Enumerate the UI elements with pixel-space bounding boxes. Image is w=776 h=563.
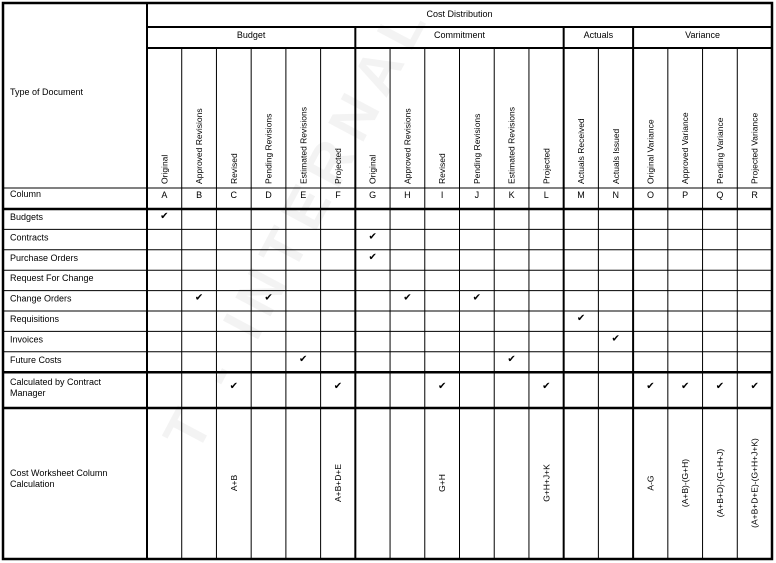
- column-name-i: Revised: [437, 153, 448, 184]
- formula-l: G+H+J+K: [541, 464, 552, 502]
- column-name-e: Estimated Revisions: [298, 106, 309, 184]
- row-label-budgets: Budgets: [10, 212, 44, 222]
- formula-o: A-G: [645, 475, 656, 491]
- check-mark: ✔: [368, 231, 377, 243]
- column-name-n: Actuals Issued: [610, 128, 621, 184]
- check-mark: ✔: [264, 292, 273, 304]
- formula-r: (A+B+D+E)-(G+H+J+K): [749, 438, 760, 528]
- check-mark: ✔: [194, 292, 204, 304]
- check-mark: ✔: [611, 333, 620, 345]
- column-name-a: Original: [159, 154, 170, 184]
- row-label-contracts: Contracts: [10, 232, 49, 243]
- column-name-p: Approved Variance: [680, 112, 691, 184]
- column-name-d: Pending Revisions: [263, 113, 274, 184]
- row-label-invoices: Invoices: [10, 334, 44, 345]
- row-label-request-for-change: Request For Change: [10, 273, 94, 284]
- formula-q: (A+B+D)-(G+H+J): [714, 448, 725, 518]
- column-letter-m: M: [577, 190, 585, 200]
- calc-row-label-line2: Calculation: [10, 479, 55, 489]
- group-header-commitment: Commitment: [433, 30, 486, 40]
- column-name-j: Pending Revisions: [471, 113, 482, 184]
- calc-row-label-line1: Cost Worksheet Column: [10, 468, 108, 478]
- formula-c: A+B: [228, 474, 239, 492]
- column-letter-r: R: [751, 190, 758, 200]
- column-letter-g: G: [369, 190, 377, 200]
- check-mark: ✔: [542, 381, 551, 393]
- group-header-budget: Budget: [236, 30, 266, 40]
- column-letter-o: O: [646, 190, 654, 200]
- column-letter-d: D: [265, 190, 272, 200]
- column-letter-j: J: [474, 190, 480, 200]
- column-letter-c: C: [230, 190, 238, 200]
- check-mark: ✔: [507, 353, 516, 365]
- group-header-variance: Variance: [685, 30, 720, 40]
- column-name-q: Pending Variance: [714, 117, 725, 184]
- column-label: Column: [10, 189, 42, 199]
- check-mark: ✔: [368, 251, 377, 263]
- check-mark: ✔: [750, 381, 759, 393]
- type-of-document-label: Type of Document: [10, 87, 84, 97]
- row-label-future-costs: Future Costs: [10, 354, 62, 365]
- column-name-g: Original: [367, 154, 378, 184]
- column-name-l: Projected: [541, 148, 552, 184]
- check-mark: ✔: [160, 211, 169, 222]
- formula-p: (A+B)-(G+H): [680, 458, 691, 508]
- main-header-cost-distribution: Cost Distribution: [426, 9, 493, 19]
- check-mark: ✔: [403, 292, 412, 304]
- check-mark: ✔: [437, 381, 447, 393]
- row-label-purchase-orders: Purchase Orders: [10, 252, 79, 263]
- table-border: [3, 3, 772, 559]
- column-name-r: Projected Variance: [749, 112, 760, 184]
- column-letter-n: N: [612, 190, 619, 200]
- column-letter-e: E: [300, 190, 307, 200]
- column-letter-k: K: [508, 190, 515, 200]
- column-letter-q: Q: [716, 190, 724, 200]
- formula-f: A+B+D+E: [332, 463, 343, 503]
- row-label-requisitions: Requisitions: [10, 314, 60, 324]
- column-name-h: Approved Revisions: [402, 108, 413, 184]
- column-letter-l: L: [543, 190, 549, 200]
- column-letter-p: P: [682, 190, 689, 200]
- check-mark: ✔: [472, 292, 482, 304]
- check-mark: ✔: [646, 381, 655, 393]
- column-name-m: Actuals Received: [576, 118, 587, 184]
- column-name-c: Revised: [228, 153, 239, 184]
- check-mark: ✔: [333, 381, 343, 393]
- column-name-b: Approved Revisions: [194, 108, 205, 184]
- column-letter-f: F: [335, 190, 341, 200]
- group-header-actuals: Actuals: [583, 30, 614, 40]
- column-letter-b: B: [196, 190, 203, 200]
- formula-i: G+H: [437, 474, 448, 492]
- check-mark: ✔: [576, 313, 586, 324]
- check-mark: ✔: [680, 381, 690, 393]
- column-letter-h: H: [404, 190, 411, 200]
- column-name-o: Original Variance: [645, 119, 656, 184]
- row-label-change-orders: Change Orders: [10, 293, 72, 304]
- check-mark: ✔: [715, 381, 725, 393]
- check-mark: ✔: [229, 381, 239, 393]
- column-letter-i: I: [440, 190, 444, 200]
- check-mark: ✔: [299, 353, 308, 365]
- column-name-f: Projected: [332, 148, 343, 184]
- calculated-row-label-line2: Manager: [10, 388, 46, 399]
- column-letter-a: A: [161, 190, 168, 200]
- column-name-k: Estimated Revisions: [506, 106, 517, 184]
- calculated-row-label-line1: Calculated by Contract: [10, 377, 102, 388]
